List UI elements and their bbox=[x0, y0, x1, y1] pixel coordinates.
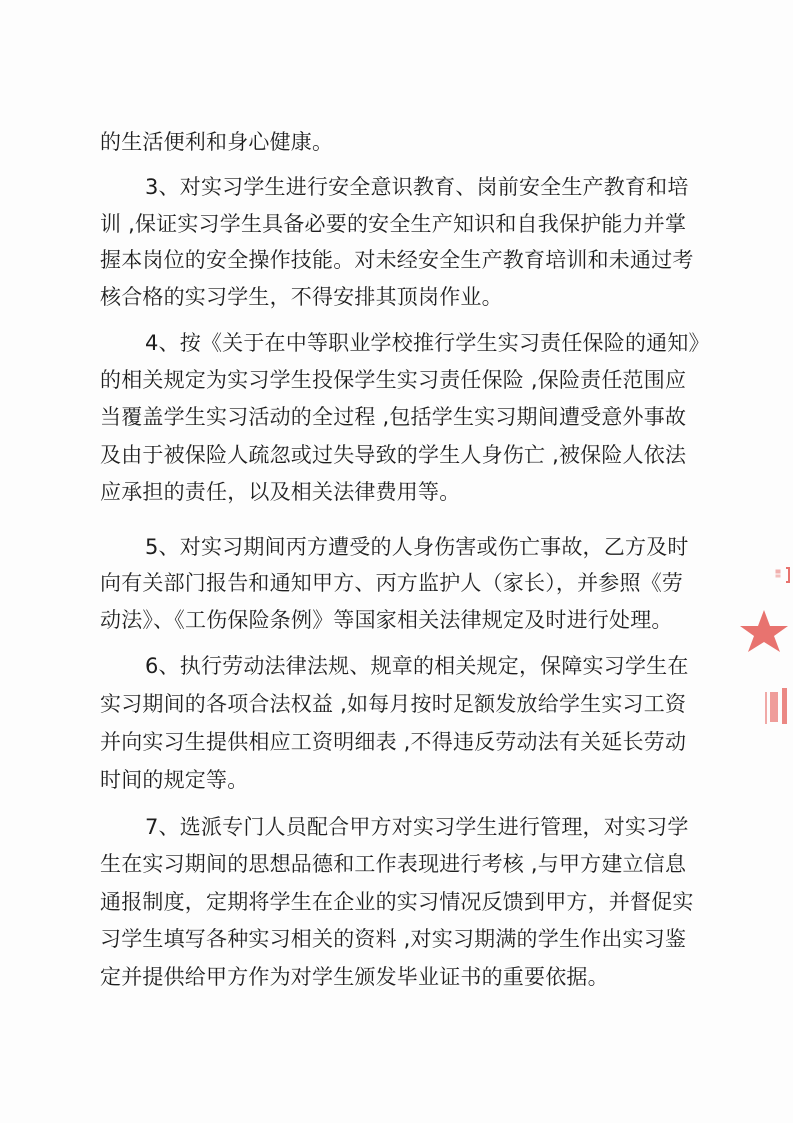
text-line: 定并提供给甲方作为对学生颁发毕业证书的重要依据。 bbox=[100, 965, 609, 989]
text-line: 核合格的实习学生，不得安排其顶岗作业。 bbox=[100, 285, 503, 309]
text-line: 动法》、《工伤保险条例》等国家相关法律规定及时进行处理。 bbox=[100, 608, 673, 632]
paragraph-3-start: 3、对实习学生进行安全意识教育、岗前安全生产教育和培 bbox=[145, 175, 689, 199]
text-line: 训 ,保证实习学生具备必要的安全生产知识和自我保护能力并掌 bbox=[100, 212, 687, 236]
text-line: 向有关部门报告和通知甲方、丙方监护人（家长），并参照《劳 bbox=[100, 571, 684, 595]
paragraph-6-start: 6、执行劳动法律法规、规章的相关规定，保障实习学生在 bbox=[145, 654, 689, 678]
text-line: 生在实习期间的思想品德和工作表现进行考核 ,与甲方建立信息 bbox=[100, 852, 687, 876]
text-line: 实习期间的各项合法权益 ,如每月按时足额发放给学生实习工资 bbox=[100, 692, 687, 716]
text-line: 应承担的责任，以及相关法律费用等。 bbox=[100, 480, 461, 504]
text-line: 握本岗位的安全操作技能。对未经安全生产教育培训和未通过考 bbox=[100, 248, 694, 272]
paragraph-5-start: 5、对实习期间丙方遭受的人身伤害或伤亡事故，乙方及时 bbox=[145, 535, 689, 559]
red-seal-stamp-icon bbox=[740, 560, 793, 740]
text-line: 的相关规定为实习学生投保学生实习责任保险 ,保险责任范围应 bbox=[100, 368, 687, 392]
text-line: 时间的规定等。 bbox=[100, 768, 249, 792]
text-line: 并向实习生提供相应工资明细表 ,不得违反劳动法有关延长劳动 bbox=[100, 730, 687, 754]
text-line: 当覆盖学生实习活动的全过程 ,包括学生实习期间遭受意外事故 bbox=[100, 405, 687, 429]
text-line: 通报制度，定期将学生在企业的实习情况反馈到甲方，并督促实 bbox=[100, 890, 694, 914]
text-line: 的生活便利和身心健康。 bbox=[100, 130, 334, 154]
text-line: 及由于被保险人疏忽或过失导致的学生人身伤亡 ,被保险人依法 bbox=[100, 443, 687, 467]
paragraph-7-start: 7、选派专门人员配合甲方对实习学生进行管理，对实习学 bbox=[145, 815, 689, 839]
paragraph-4-start: 4、按《关于在中等职业学校推行学生实习责任保险的通知》 bbox=[145, 331, 710, 355]
text-line: 习学生填写各种实习相关的资料 ,对实习期满的学生作出实习鉴 bbox=[100, 927, 687, 951]
